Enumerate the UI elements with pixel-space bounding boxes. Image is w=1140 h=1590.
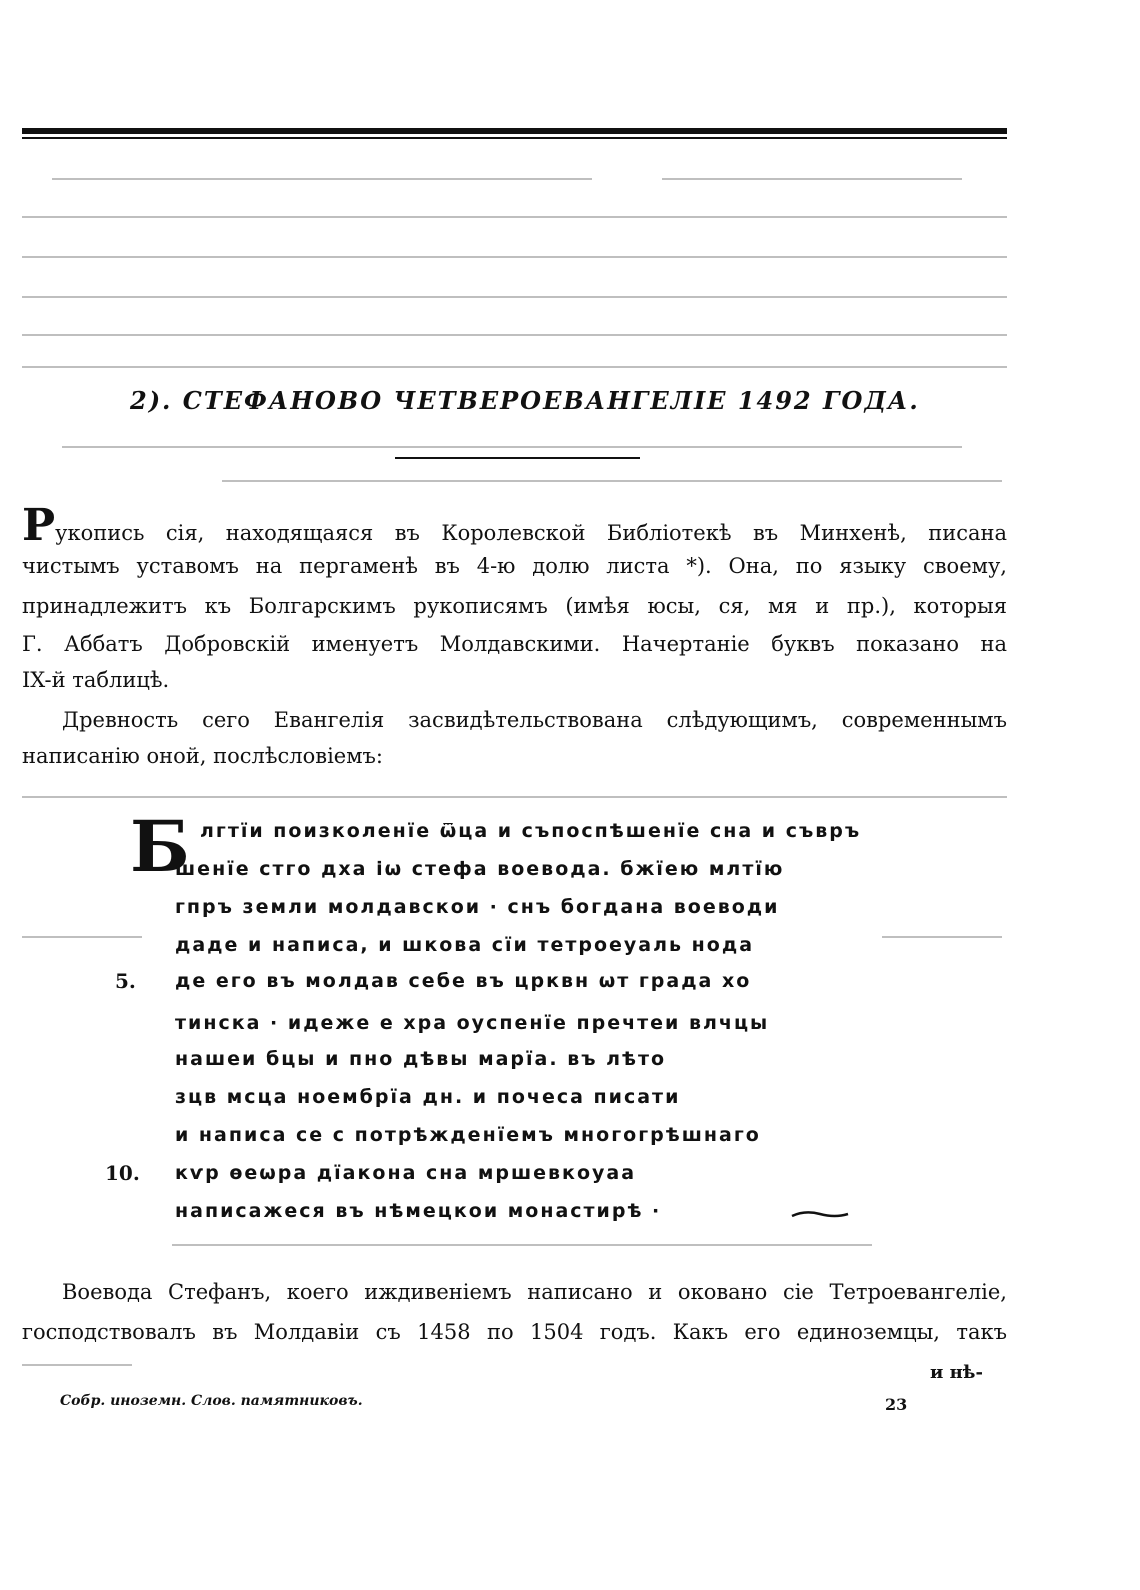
colophon-line: написажеся въ нѣмецкои монастирѣ · — [175, 1200, 662, 1222]
paragraph-3-line-1: Воевода Стефанъ, коего иждивеніемъ написано и оковано сіе Тетроевангеліе, — [62, 1280, 1007, 1304]
bleed-through-line — [22, 250, 1007, 264]
bleed-through-line — [22, 440, 1007, 454]
colophon-dropcap: Б — [130, 805, 190, 888]
paragraph-2-line-1: Древность сего Евангелія засвидѣтельствована слѣдующимъ, современнымъ — [62, 708, 1007, 732]
footer-signature-text: Собр. иноземн. Слов. памятниковъ. — [60, 1393, 363, 1409]
paragraph-dropcap: Р — [22, 500, 56, 551]
colophon-line: зцв мсца ноембрїа дн. и почеса писати — [175, 1086, 681, 1108]
paragraph-3-line-2: господствовалъ въ Молдавіи съ 1458 по 1504 годъ. Какъ его единоземцы, такъ — [22, 1320, 1007, 1344]
line-number: 5. — [115, 969, 136, 993]
header-rule-thin — [22, 137, 1007, 139]
bleed-through-line — [22, 210, 1007, 224]
section-title: 2). СТЕФАНОВО ЧЕТВЕРОЕВАНГЕЛІЕ 1492 ГОДА. — [130, 386, 920, 415]
colophon-line: тинска · идеже е хра оуспенїе пречтеи влчцы — [175, 1012, 770, 1034]
paragraph-2-line-2: написанію оной, послѣсловіемъ: — [22, 744, 383, 768]
colophon-line: кѵр ѳеѡра дїакона сна мршевкоуаа — [175, 1162, 637, 1184]
colophon-line: де его въ молдав себе въ црквн ѡт града хо — [175, 970, 752, 992]
paragraph-1-line-2: чистымъ уставомъ на пергаменѣ въ 4-ю долю листа *). Она, по языку своему, — [22, 554, 1007, 578]
paragraph-1-line-3: принадлежитъ къ Болгарскимъ рукописямъ (имѣя юсы, ся, мя и пр.), которыя — [22, 594, 1007, 618]
bleed-through-line — [22, 1358, 1007, 1372]
bleed-through-line — [22, 474, 1007, 488]
bleed-through-line — [22, 790, 1007, 804]
bleed-through-line — [22, 290, 1007, 304]
colophon-line: и написа се с потрѣжденїемъ многогрѣшнаго — [175, 1124, 761, 1146]
title-underline — [395, 457, 640, 459]
colophon-line: нашеи бцы и пно дѣвы марїа. въ лѣто — [175, 1048, 667, 1070]
colophon-line: лгтїи поизколенїе ѿца и съпоспѣшенїе сна и съвръ — [200, 820, 862, 842]
colophon-line: гпръ земли молдавскои · снъ богдана воеводи — [175, 896, 780, 918]
catchword: и нѣ- — [930, 1362, 983, 1383]
bleed-through-line — [22, 328, 1007, 342]
bleed-through-line — [22, 172, 1007, 186]
bleed-through-line — [22, 360, 1007, 374]
header-rule — [22, 128, 1007, 134]
line-number: 10. — [105, 1161, 140, 1185]
paragraph-1-line-5: IX-й таблицѣ. — [22, 668, 170, 692]
flourish-ornament — [790, 1208, 850, 1220]
paragraph-1-line-1 — [22, 500, 1007, 551]
colophon-line: даде и написа, и шкова сїи тетроеуаль нода — [175, 934, 755, 956]
bleed-through-line — [22, 1238, 1007, 1252]
colophon-line: шенїе стго дха іѡ стефа воевода. бжїею млтїю — [175, 858, 785, 880]
signature-number: 23 — [885, 1395, 908, 1414]
paragraph-text: укопись сія, находящаяся въ Королевской Библіотекѣ въ Минхенѣ, писана — [55, 521, 1007, 545]
paragraph-1-line-4: Г. Аббатъ Добровскій именуетъ Молдавскими. Начертаніе буквъ показано на — [22, 632, 1007, 656]
